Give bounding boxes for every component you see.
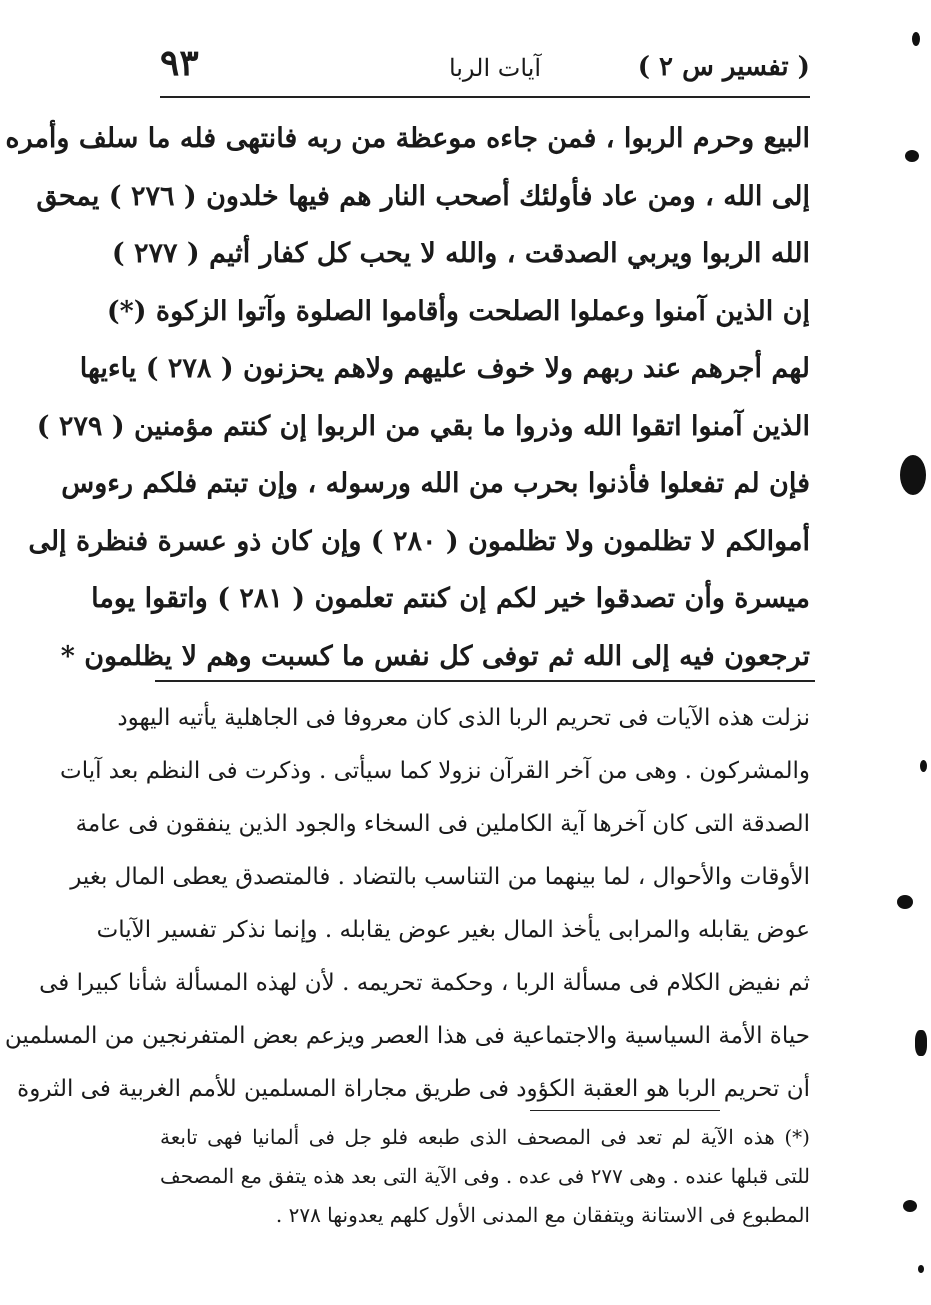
page-number: ٩٣ <box>160 42 199 84</box>
verse-line: ميسرة وأن تصدقوا خير لكم إن كنتم تعلمون ( ٢٨١ ) واتقوا يوما <box>91 583 810 614</box>
commentary-line: الصدقة التى كان آخرها آية الكاملين فى السخاء والجود الذين ينفقون فى عامة <box>75 811 810 837</box>
verse-line: ترجعون فيه إلى الله ثم توفى كل نفس ما كسبت وهم لا يظلمون * <box>60 640 810 672</box>
commentary-line: أن تحريم الربا هو العقبة الكؤود فى طريق مجاراة المسلمين للأمم الغربية فى الثروة <box>17 1076 810 1102</box>
commentary-line: عوض يقابله والمرابى يأخذ المال بغير عوض يقابله . وإنما نذكر تفسير الآيات <box>96 917 810 943</box>
section-divider <box>155 680 815 682</box>
verse-line: أموالكم لا تظلمون ولا تظلمون ( ٢٨٠ ) وإن كان ذو عسرة فنظرة إلى <box>28 525 810 557</box>
verse-line: الله الربوا ويربي الصدقت ، والله لا يحب كل كفار أثيم ( ٢٧٧ ) <box>111 238 810 269</box>
scan-speck <box>903 1200 917 1212</box>
scan-speck <box>918 1265 924 1273</box>
header-rule <box>160 96 810 98</box>
footnote-line: (*) هذه الآية لم تعد فى المصحف الذى طبعه فلو جل فى ألمانيا فهى تابعة <box>160 1125 810 1149</box>
scan-speck <box>920 760 927 772</box>
book-reference: ( تفسير س ٢ ) <box>637 52 810 82</box>
commentary-line: والمشركون . وهى من آخر القرآن نزولا كما سيأتى . وذكرت فى النظم بعد آيات <box>60 758 810 784</box>
commentary-text <box>4 692 810 1116</box>
page-header <box>160 40 810 90</box>
verse-line: الذين آمنوا اتقوا الله وذروا ما بقي من الربوا إن كنتم مؤمنين ( ٢٧٩ ) <box>36 410 810 442</box>
footnote <box>160 1118 810 1235</box>
scan-speck <box>905 150 919 162</box>
running-title: آيات الربا <box>448 54 542 82</box>
footnote-line: المطبوع فى الاستانة ويتفقان مع المدنى الأول كلهم يعدونها ٢٧٨ . <box>275 1203 810 1227</box>
commentary-line: الأوقات والأحوال ، لما بينهما من التناسب بالتضاد . فالمتصدق يعطى المال بغير <box>70 864 810 890</box>
quran-verses <box>5 110 810 685</box>
scan-speck <box>900 455 926 495</box>
scan-speck <box>897 895 913 909</box>
footnote-rule <box>530 1110 720 1111</box>
verse-line: فإن لم تفعلوا فأذنوا بحرب من الله ورسوله ، وإن تبتم فلكم رءوس <box>61 468 810 499</box>
verse-line: لهم أجرهم عند ربهم ولا خوف عليهم ولاهم يحزنون ( ٢٧٨ ) ياءيها <box>79 353 810 384</box>
scan-speck <box>912 32 920 46</box>
commentary-line: ثم نفيض الكلام فى مسألة الربا ، وحكمة تحريمه . لأن لهذه المسألة شأنا كبيرا فى <box>39 970 810 996</box>
footnote-line: للتى قبلها عنده . وهى ٢٧٧ فى عده . وفى الآية التى بعد هذه يتفق مع المصحف <box>160 1164 810 1188</box>
scan-speck <box>915 1030 927 1056</box>
commentary-line: حياة الأمة السياسية والاجتماعية فى هذا العصر ويزعم بعض المتفرنجين من المسلمين <box>4 1023 810 1049</box>
verse-line: إن الذين آمنوا وعملوا الصلحت وأقاموا الصلوة وآتوا الزكوة (*) <box>106 295 810 327</box>
verse-line: البيع وحرم الربوا ، فمن جاءه موعظة من ربه فانتهى فله ما سلف وأمره <box>5 123 810 154</box>
commentary-line: نزلت هذه الآيات فى تحريم الربا الذى كان معروفا فى الجاهلية يأتيه اليهود <box>117 705 810 731</box>
verse-line: إلى الله ، ومن عاد فأولئك أصحب النار هم فيها خلدون ( ٢٧٦ ) يمحق <box>36 180 810 212</box>
